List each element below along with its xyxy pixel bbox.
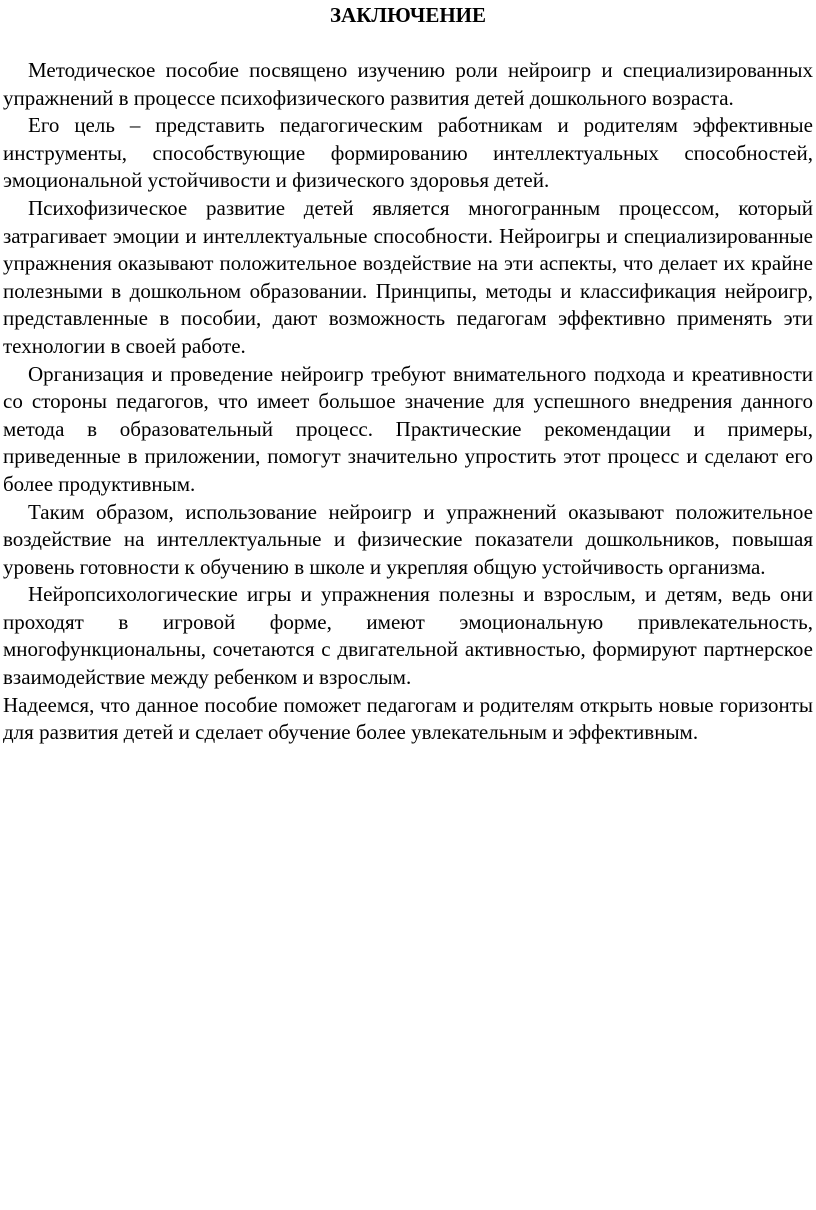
paragraph-7: Надеемся, что данное пособие поможет педагогам и родителям открыть новые горизонты для развития детей и сделает обучение более увлекательным и эффективным. (3, 692, 813, 745)
paragraph-6: Нейропсихологические игры и упражнения полезны и взрослым, и детям, ведь они проходят в игровой форме, имеют эмоциональную привлекательность, многофункциональны, сочетаются с двигательной активностью, формируют партнерское взаимодействие между ребенком и взрослым. (3, 582, 813, 690)
page-title: ЗАКЛЮЧЕНИЕ (329, 3, 487, 27)
paragraph-2: Его цель – представить педагогическим работникам и родителям эффективные инструменты, способствующие формированию интеллектуальных способностей, эмоциональной устойчивости и физического здоровья детей. (3, 113, 813, 193)
paragraph-5: Таким образом, использование нейроигр и упражнений оказывают положительное воздействие на интеллектуальные и физические показатели дошкольников, повышая уровень готовности к обучению в школе и укрепляя общую устойчивость организма. (3, 499, 813, 579)
paragraph-1: Методическое пособие посвящено изучению роли нейроигр и специализированных упражнений в процессе психофизического развития детей дошкольного возраста. (3, 58, 813, 110)
paragraph-4: Организация и проведение нейроигр требуют внимательного подхода и креативности со стороны педагогов, что имеет большое значение для успешного внедрения данного метода в образовательный процесс. Практические рекомендации и примеры, приведенные в приложении, помогут значительно упростить этот процесс и сделают его более продуктивным. (3, 361, 813, 496)
paragraph-3: Психофизическое развитие детей является многогранным процессом, который затрагивает эмоции и интеллектуальные способности. Нейроигры и специализированные упражнения оказывают положительное воздействие на эти аспекты, что делает их крайне полезными в дошкольном образовании. Принципы, методы и классификация нейроигр, представленные в пособии, дают возможность педагогам эффективно применять эти технологии в своей работе. (3, 195, 813, 358)
